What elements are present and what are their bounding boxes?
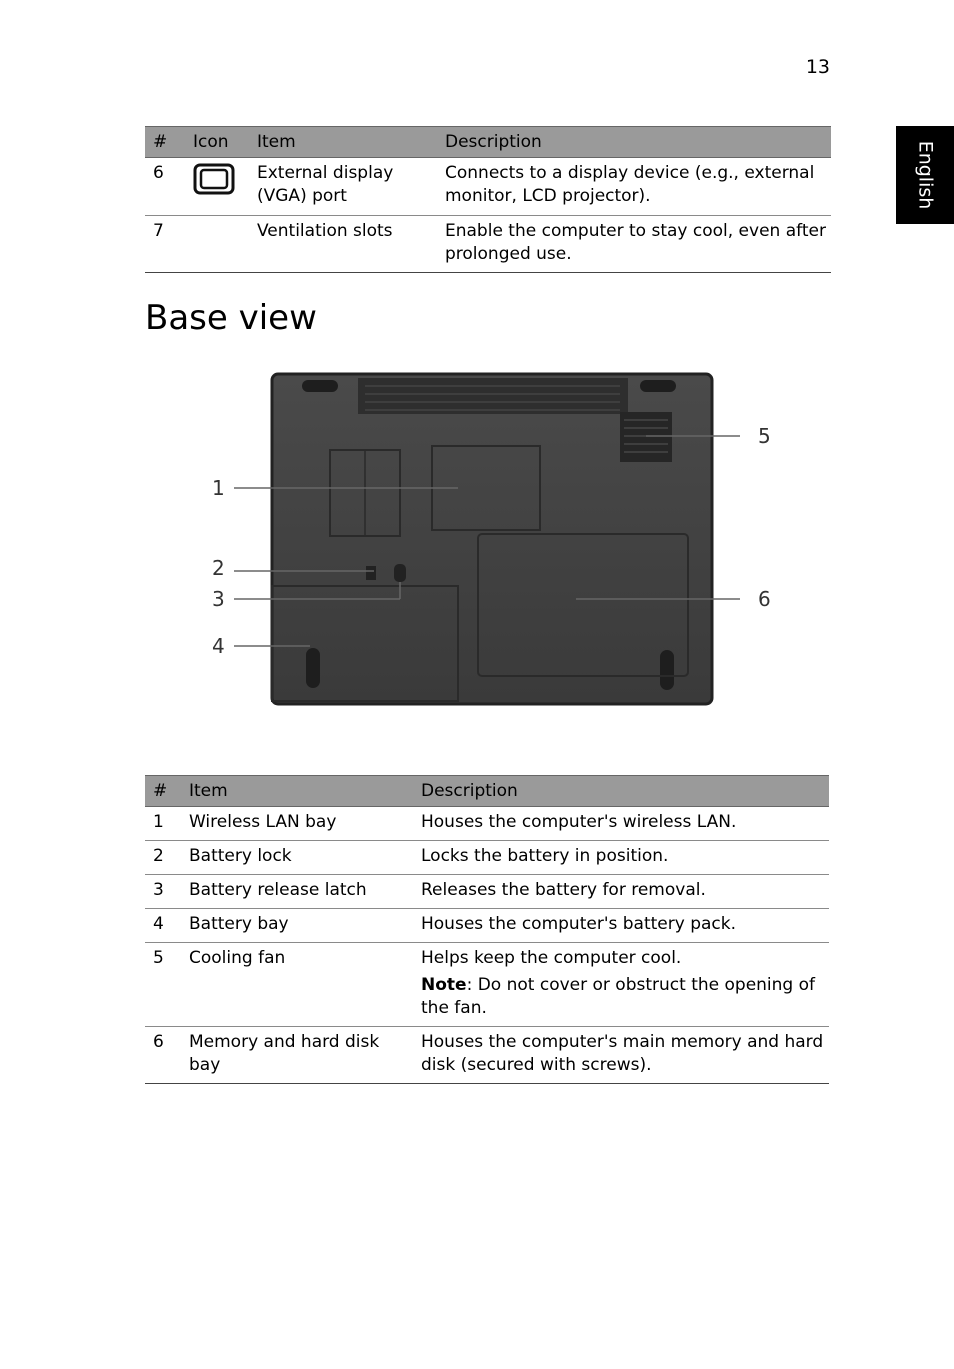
callout-2: 2 xyxy=(212,556,225,580)
vga-port-icon xyxy=(193,162,237,196)
row-description: Houses the computer's wireless LAN. xyxy=(413,807,829,841)
note-label: Note xyxy=(421,975,467,995)
row-item: External display (VGA) port xyxy=(249,158,437,216)
vent-strip xyxy=(358,378,628,414)
rubber-foot xyxy=(302,380,338,392)
row-num: 1 xyxy=(145,807,181,841)
row-description: Enable the computer to stay cool, even after prolonged use. xyxy=(437,216,831,273)
table-row xyxy=(145,807,829,841)
header-description: Description xyxy=(437,127,831,158)
row-description: Houses the computer's battery pack. xyxy=(413,909,829,943)
row-description-cell xyxy=(413,943,829,1027)
rubber-foot xyxy=(660,650,674,690)
header-description: Description xyxy=(413,776,829,807)
row-item: Cooling fan xyxy=(181,943,413,1027)
header-num: # xyxy=(145,127,185,158)
base-view-table xyxy=(145,775,829,1084)
row-num: 6 xyxy=(145,158,185,216)
row-item: Battery bay xyxy=(181,909,413,943)
row-description: Releases the battery for removal. xyxy=(413,875,829,909)
ports-table xyxy=(145,126,831,273)
rubber-foot xyxy=(640,380,676,392)
row-icon-cell xyxy=(185,158,249,216)
header-item: Item xyxy=(249,127,437,158)
table-row xyxy=(145,909,829,943)
row-item: Wireless LAN bay xyxy=(181,807,413,841)
language-tab-label: English xyxy=(914,140,937,210)
table-row xyxy=(145,943,829,1027)
rubber-foot xyxy=(306,648,320,688)
row-item: Battery release latch xyxy=(181,875,413,909)
table-row xyxy=(145,1027,829,1084)
table-row xyxy=(145,841,829,875)
row-description: Houses the computer's main memory and hard disk (secured with screws). xyxy=(413,1027,829,1084)
callout-5: 5 xyxy=(758,424,771,448)
callout-1: 1 xyxy=(212,476,225,500)
row-description: Locks the battery in position. xyxy=(413,841,829,875)
laptop-base-figure xyxy=(200,368,790,713)
row-num: 4 xyxy=(145,909,181,943)
page-number: 13 xyxy=(805,56,830,78)
header-icon: Icon xyxy=(185,127,249,158)
row-num: 7 xyxy=(145,216,185,273)
row-item: Ventilation slots xyxy=(249,216,437,273)
battery-lock xyxy=(366,566,376,580)
table-header-row xyxy=(145,127,831,158)
table-row xyxy=(145,875,829,909)
row-num: 5 xyxy=(145,943,181,1027)
callout-3: 3 xyxy=(212,587,225,611)
header-num: # xyxy=(145,776,181,807)
row-item: Battery lock xyxy=(181,841,413,875)
row-num: 6 xyxy=(145,1027,181,1084)
row-num: 3 xyxy=(145,875,181,909)
row-note xyxy=(421,974,825,1020)
battery-release-latch xyxy=(394,564,406,582)
row-num: 2 xyxy=(145,841,181,875)
callout-4: 4 xyxy=(212,634,225,658)
header-item: Item xyxy=(181,776,413,807)
table-row xyxy=(145,216,831,273)
row-description: Helps keep the computer cool. xyxy=(421,948,682,968)
note-text: : Do not cover or obstruct the opening of the fan. xyxy=(421,975,816,1018)
language-tab xyxy=(896,126,954,224)
callout-6: 6 xyxy=(758,587,771,611)
row-description: Connects to a display device (e.g., external monitor, LCD projector). xyxy=(437,158,831,216)
table-header-row xyxy=(145,776,829,807)
row-icon-cell xyxy=(185,216,249,273)
row-item: Memory and hard disk bay xyxy=(181,1027,413,1084)
section-title: Base view xyxy=(145,298,317,338)
table-row xyxy=(145,158,831,216)
